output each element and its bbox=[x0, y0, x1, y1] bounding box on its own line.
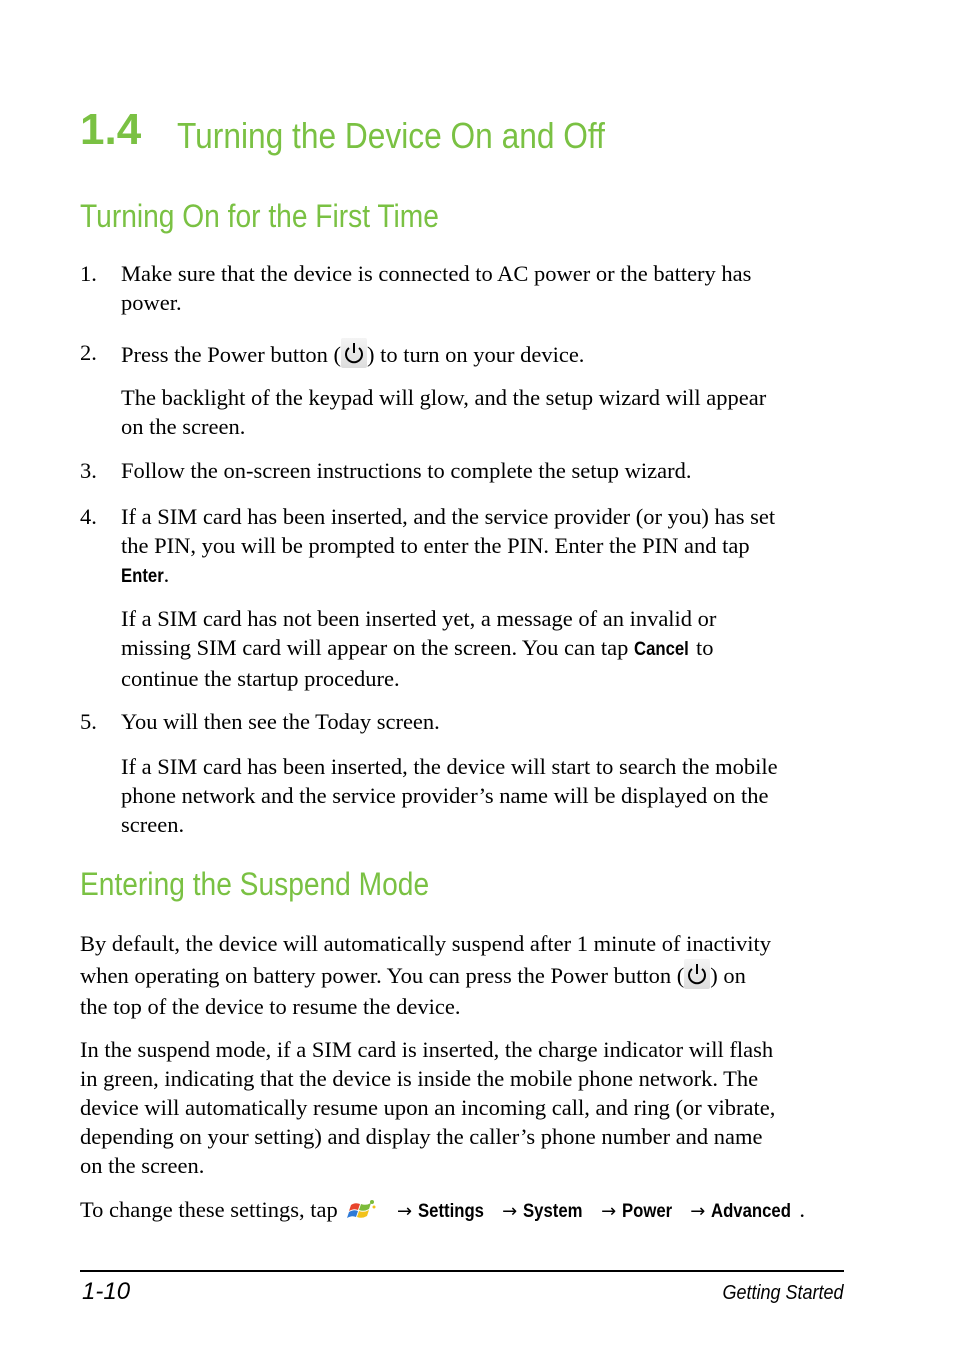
step-number: 5. bbox=[80, 709, 97, 734]
power-button-icon bbox=[341, 338, 367, 368]
step-5-text: You will then see the Today screen. bbox=[121, 709, 440, 734]
ui-label-enter: Enter bbox=[121, 566, 164, 587]
step-number: 3. bbox=[80, 458, 97, 483]
page-title: Turning the Device On and Off bbox=[177, 115, 605, 156]
right-arrow-icon: → bbox=[601, 1201, 617, 1222]
right-arrow-icon: → bbox=[396, 1201, 413, 1222]
step-5-note: If a SIM card has been inserted, the device will start to search the mobile phone network and the service provider’s name will be displayed on the screen. bbox=[121, 754, 778, 837]
subheading-first-time: Turning On for the First Time bbox=[80, 198, 439, 234]
suspend-paragraph-1: By default, the device will automatically suspend after 1 minute of inactivity when operating on battery power. You can press the Power button ( ) on the top of the device to resume the device. bbox=[80, 931, 772, 1019]
ui-label-system: System bbox=[523, 1201, 583, 1222]
subheading-suspend-mode: Entering the Suspend Mode bbox=[80, 866, 430, 902]
ui-label-cancel: Cancel bbox=[634, 639, 689, 660]
ui-label-power: Power bbox=[622, 1201, 673, 1222]
right-arrow-icon: → bbox=[690, 1201, 706, 1222]
step-4-text: If a SIM card has been inserted, and the service provider (or you) has set the PIN, you will be prompted to enter the PIN. Enter the PIN and tap Enter. bbox=[121, 502, 775, 591]
step-number: 4. bbox=[80, 504, 97, 529]
ui-label-advanced: Advanced bbox=[711, 1201, 792, 1222]
footer-rule bbox=[80, 1270, 844, 1272]
step-3-text: Follow the on-screen instructions to complete the setup wizard. bbox=[121, 458, 692, 483]
page-number: 1-10 bbox=[82, 1278, 131, 1305]
step-2-text: Press the Power button ( ) to turn on your device. bbox=[121, 338, 584, 369]
chapter-name: Getting Started bbox=[722, 1282, 844, 1304]
suspend-paragraph-2: In the suspend mode, if a SIM card is inserted, the charge indicator will flash in green, indicating that the device is inside the mobile phone network. The device will automatically resume upon an incoming call, and ring (or vibrate, depending on your setting) and display the caller’s phone number and name on the screen. bbox=[80, 1037, 776, 1178]
right-arrow-icon: → bbox=[502, 1201, 518, 1222]
windows-start-icon bbox=[347, 1197, 377, 1223]
step-4-note: If a SIM card has not been inserted yet, a message of an invalid or missing SIM card will appear on the screen. You can tap Cancel to continue the startup procedure. bbox=[121, 606, 717, 691]
power-button-icon bbox=[684, 959, 710, 989]
step-2-note: The backlight of the keypad will glow, and the setup wizard will appear on the screen. bbox=[121, 385, 767, 439]
step-number: 1. bbox=[80, 261, 97, 286]
settings-path-line: To change these settings, tap → Settings → System → Power → Advanced . bbox=[80, 1195, 805, 1226]
step-1-text: Make sure that the device is connected to AC power or the battery has power. bbox=[121, 261, 752, 315]
section-number: 1.4 bbox=[80, 105, 142, 154]
step-number: 2. bbox=[80, 340, 97, 365]
ui-label-settings: Settings bbox=[418, 1201, 485, 1222]
